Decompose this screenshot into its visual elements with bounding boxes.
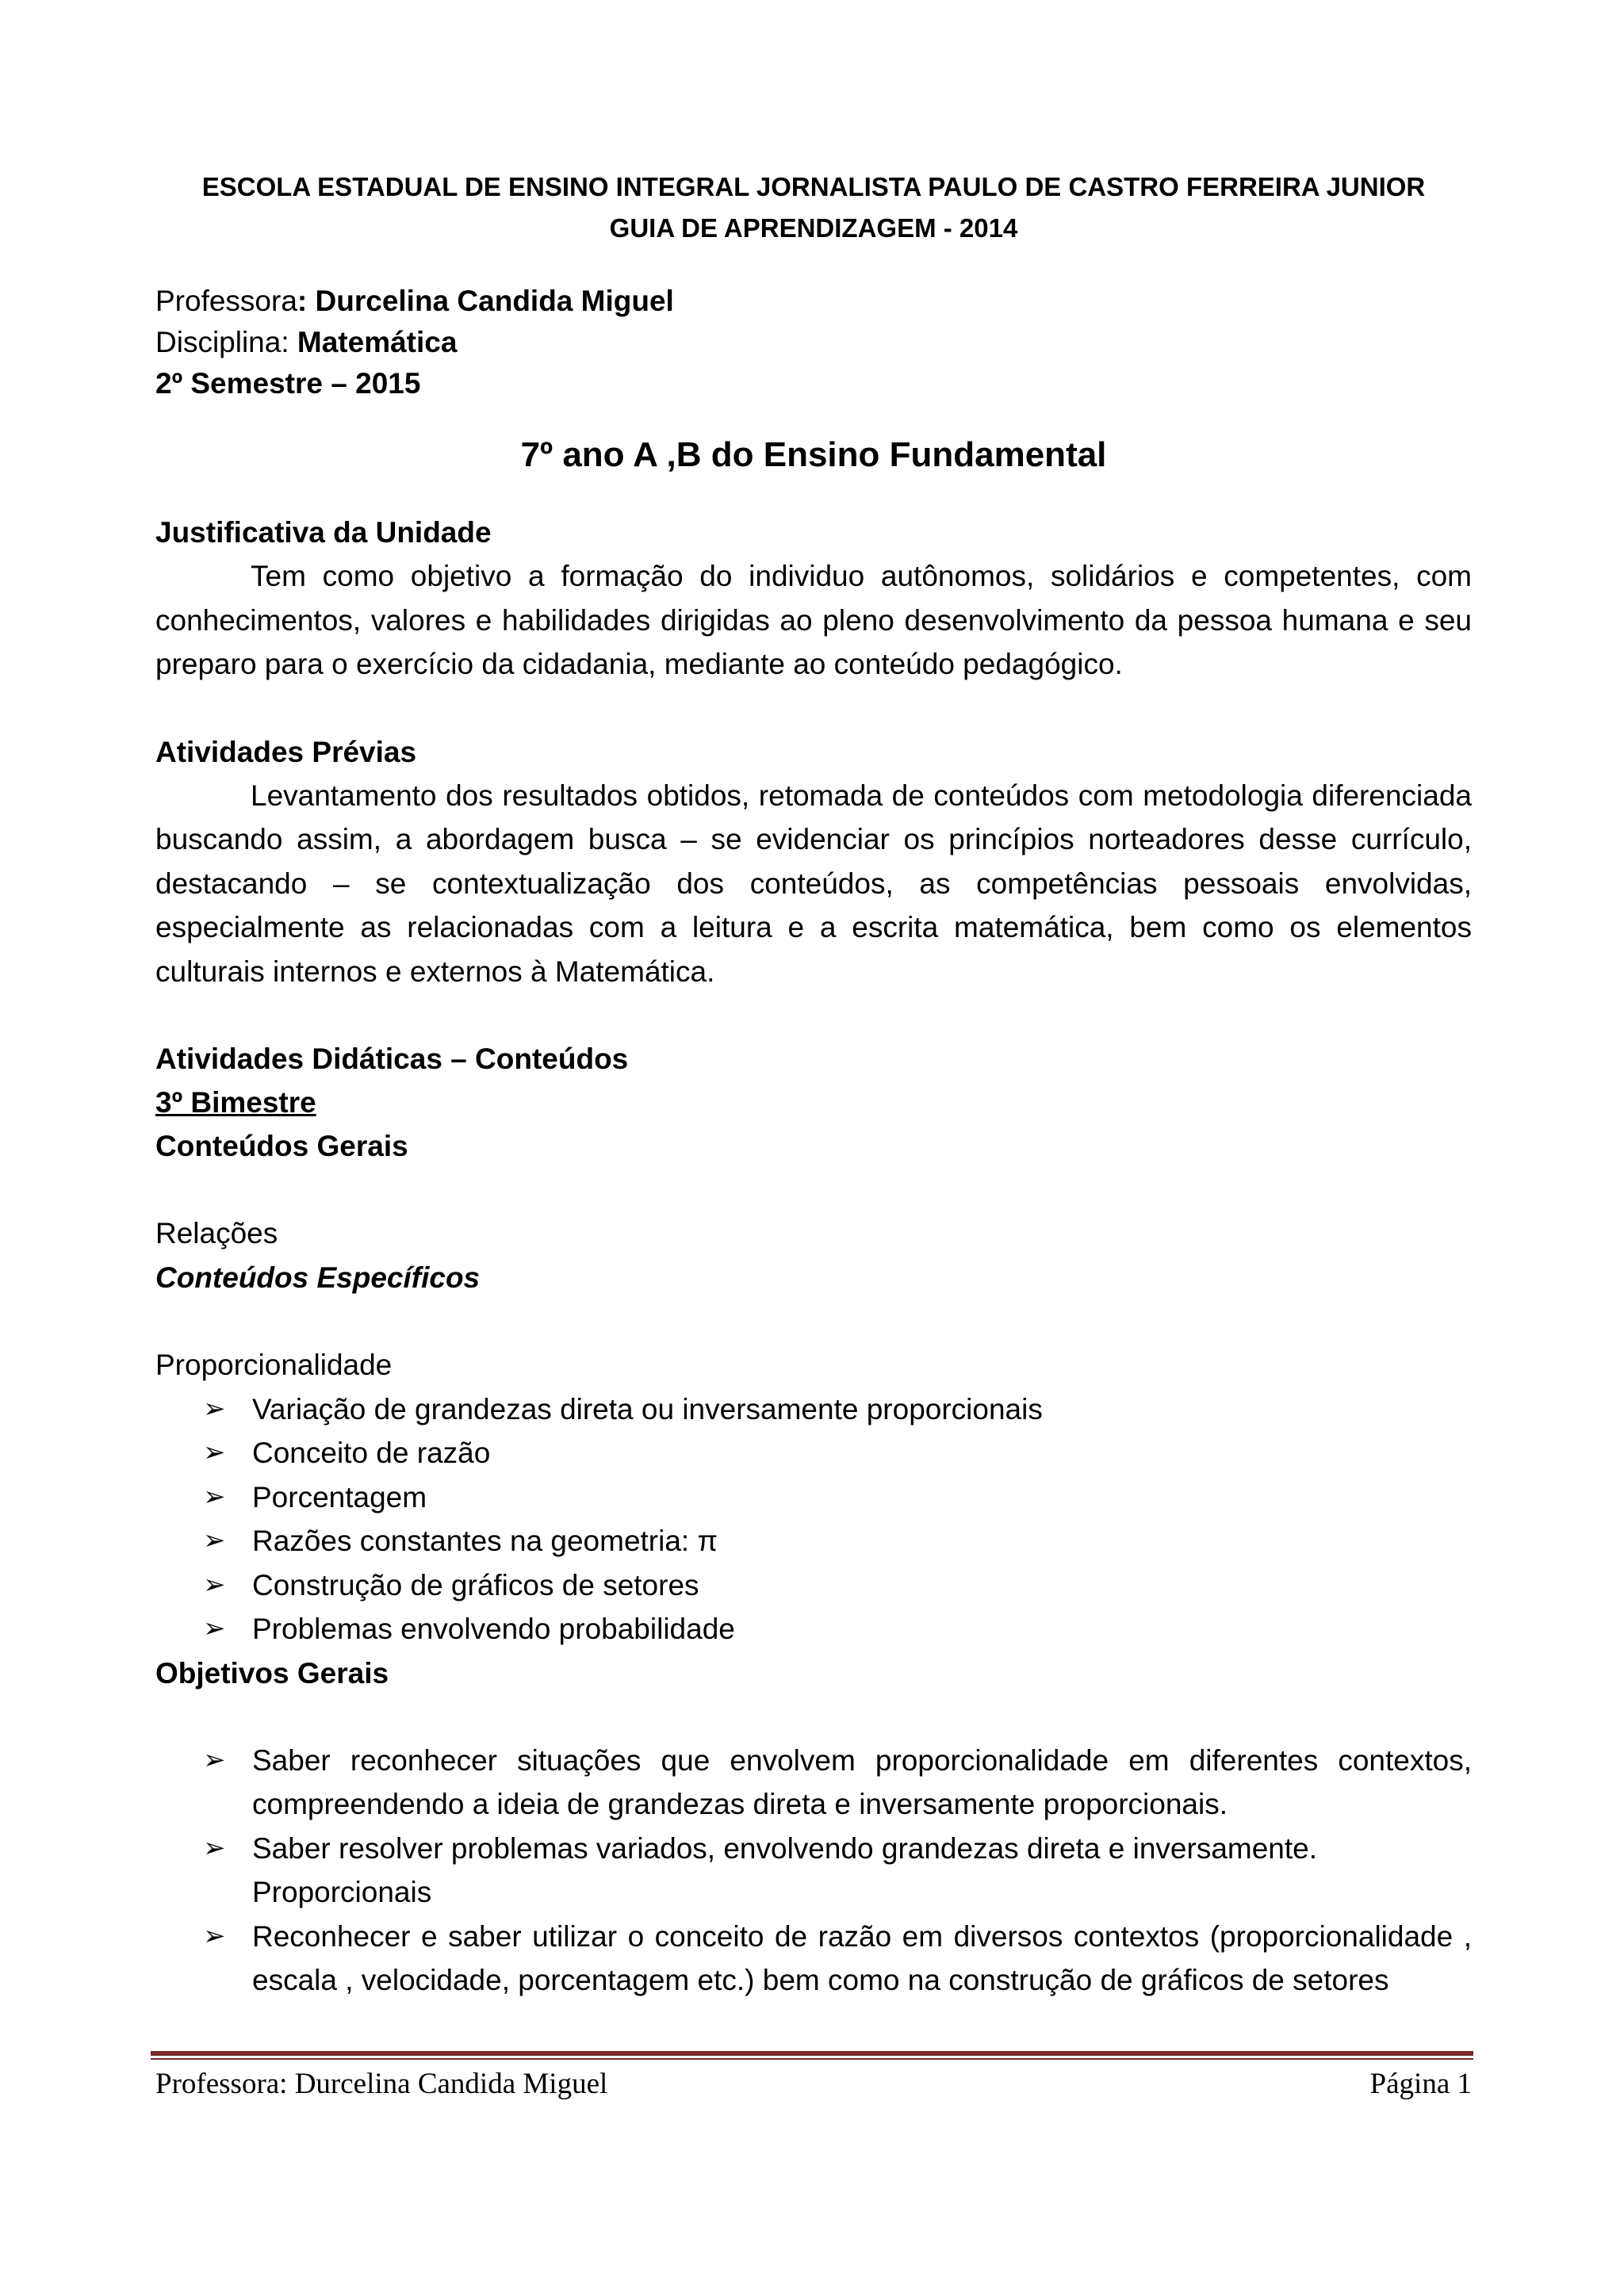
- teacher-name: : Durcelina Candida Miguel: [297, 285, 674, 317]
- list-item: ➢ Saber resolver problemas variados, envolvendo grandezas direta e inversamente. Proporcionais: [155, 1827, 1472, 1915]
- footer-teacher: Professora: Durcelina Candida Miguel: [155, 2068, 608, 2100]
- arrow-bullet-icon: ➢: [203, 1744, 226, 1775]
- discipline-label: Disciplina:: [155, 326, 297, 358]
- arrow-bullet-icon: ➢: [203, 1525, 226, 1556]
- conteudos-gerais-heading: Conteúdos Gerais: [155, 1130, 408, 1162]
- list-item: ➢ Reconhecer e saber utilizar o conceito de razão em diversos contextos (proporcionalidade , escala , velocidade, porcentagem etc.) bem como na construção de gráficos de setores: [155, 1915, 1472, 2003]
- objetivos-list: [155, 1739, 1472, 2003]
- list-item: ➢ Problemas envolvendo probabilidade: [155, 1607, 1472, 1651]
- objetivos-gerais-heading: Objetivos Gerais: [155, 1656, 389, 1689]
- proporcionalidade-text: Proporcionalidade: [155, 1349, 393, 1381]
- arrow-bullet-icon: ➢: [203, 1437, 226, 1468]
- arrow-bullet-icon: ➢: [203, 1393, 226, 1424]
- list-item: ➢ Variação de grandezas direta ou inversamente proporcionais: [155, 1387, 1472, 1432]
- arrow-bullet-icon: ➢: [203, 1832, 226, 1863]
- school-name: ESCOLA ESTADUAL DE ENSINO INTEGRAL JORNALISTA PAULO DE CASTRO FERREIRA JUNIOR: [201, 172, 1426, 201]
- justificativa-text: Tem como objetivo a formação do individuo autônomos, solidários e competentes, com conhecimentos, valores e habilidades dirigidas ao pleno desenvolvimento da pessoa humana e seu preparo para o exercício da cidadania, mediante ao conteúdo pedagógico.: [155, 560, 1472, 680]
- document-page: [155, 166, 1472, 2003]
- conteudos-list: [155, 1387, 1472, 1651]
- guide-title: GUIA DE APRENDIZAGEM - 2014: [609, 213, 1018, 243]
- relacoes-text: Relações: [155, 1217, 278, 1249]
- bimestre-heading: 3º Bimestre: [155, 1086, 316, 1119]
- list-item: ➢ Porcentagem: [155, 1475, 1472, 1520]
- list-item: ➢ Saber reconhecer situações que envolvem proporcionalidade em diferentes contextos, compreendendo a ideia de grandezas direta e inversamente proporcionais.: [155, 1739, 1472, 1827]
- teacher-label: Professora: [155, 285, 297, 317]
- document-meta: [155, 281, 1472, 404]
- atividades-didaticas-heading: Atividades Didáticas – Conteúdos: [155, 1043, 629, 1075]
- arrow-bullet-icon: ➢: [203, 1569, 226, 1600]
- atividades-previas-heading: Atividades Prévias: [155, 735, 417, 768]
- list-item: ➢ Construção de gráficos de setores: [155, 1563, 1472, 1608]
- semester: 2º Semestre – 2015: [155, 367, 421, 400]
- footer-divider-thin: [151, 2058, 1473, 2060]
- list-item: ➢ Conceito de razão: [155, 1431, 1472, 1475]
- justificativa-heading: Justificativa da Unidade: [155, 516, 492, 549]
- list-item: ➢ Razões constantes na geometria: π: [155, 1519, 1472, 1563]
- conteudos-especificos-heading: Conteúdos Específicos: [155, 1261, 481, 1294]
- arrow-bullet-icon: ➢: [203, 1481, 226, 1512]
- arrow-bullet-icon: ➢: [203, 1613, 226, 1644]
- atividades-previas-text: Levantamento dos resultados obtidos, retomada de conteúdos com metodologia diferenciada buscando assim, a abordagem busca – se evidenciar os princípios norteadores desse currículo, destacando – se contextualização dos conteúdos, as competências pessoais envolvidas, especialmente as relacionadas com a leitura e a escrita matemática, bem como os elementos culturais internos e externos à Matemática.: [155, 779, 1472, 988]
- footer-divider-thick: [151, 2051, 1473, 2056]
- footer-divider: [151, 2051, 1473, 2060]
- discipline-line: [155, 322, 1472, 363]
- teacher-line: [155, 281, 1472, 322]
- arrow-bullet-icon: ➢: [203, 1920, 226, 1951]
- footer-page-number: Página 1: [1369, 2068, 1472, 2100]
- class-title: 7º ano A ,B do Ensino Fundamental: [520, 435, 1107, 474]
- discipline-value: Matemática: [297, 326, 458, 358]
- semester-line: [155, 363, 1472, 404]
